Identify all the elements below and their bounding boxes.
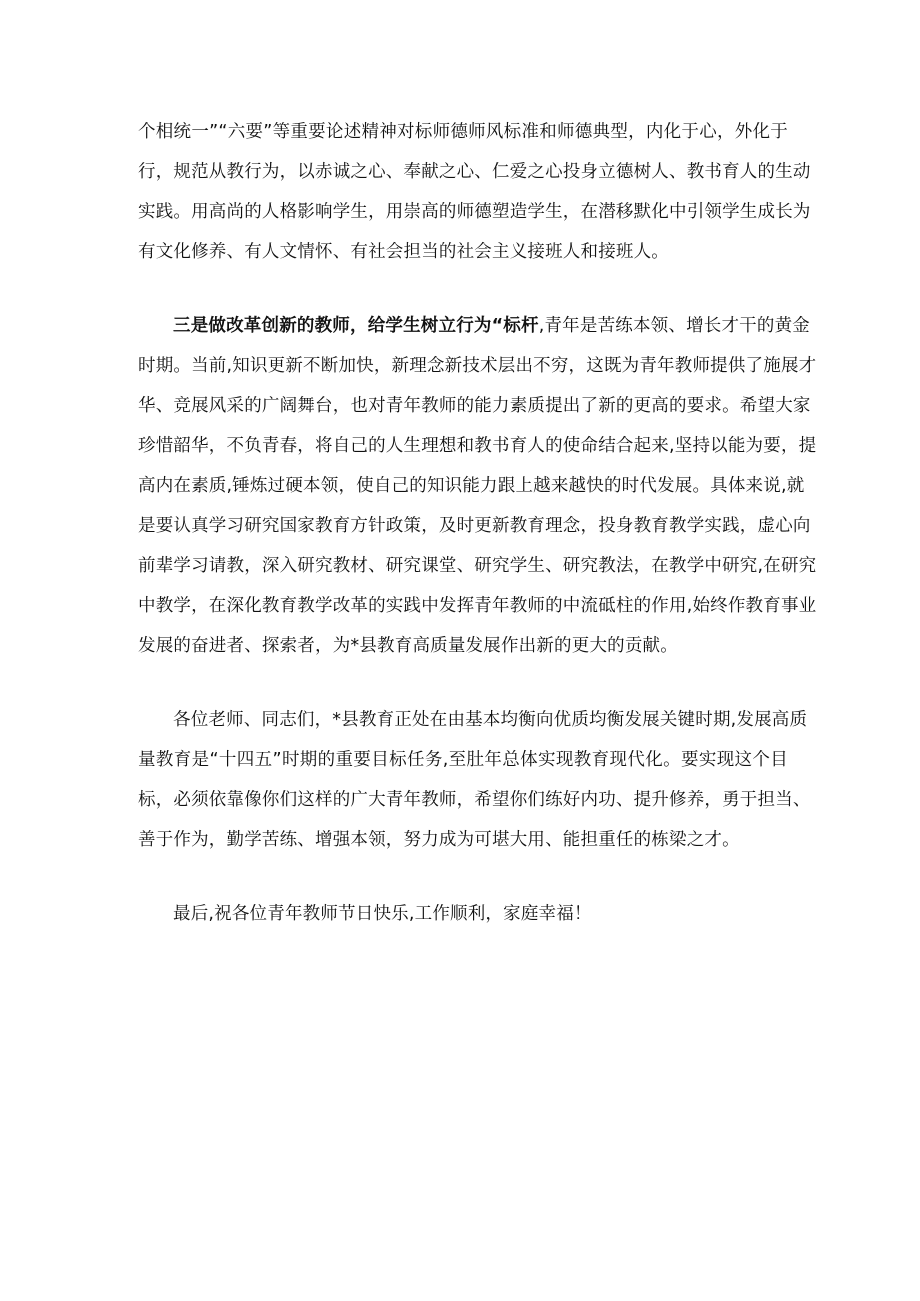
text-line: 个相统一”“六要”等重要论述精神对标师德师风标准和师德典型，内化于心，外化于 — [138, 122, 788, 142]
text-line: 珍惜韶华，不负青春，将自己的人生理想和教书育人的使命结合起来,坚持以能为要，提 — [138, 436, 817, 456]
text-line: 实践。用高尚的人格影响学生，用崇高的师德塑造学生，在潜移默化中引领学生成长为 — [138, 202, 811, 222]
text-line: 华、竞展风采的广阔舞台，也对青年教师的能力素质提出了新的更高的要求。希望大家 — [138, 396, 811, 416]
text-line: 各位老师、同志们，*县教育正处在由基本均衡向优质均衡发展关键时期,发展高质 — [173, 710, 808, 730]
text-run: ,青年是苦练本领、增长才干的黄金 — [538, 316, 810, 336]
text-line: 高内在素质,锤炼过硬本领，使自己的知识能力跟上越来越快的时代发展。具体来说,就 — [138, 476, 805, 496]
text-line: 标，必须依靠像你们这样的广大青年教师，希望你们练好内功、提升修养，勇于担当、 — [138, 790, 811, 810]
text-line: 是要认真学习研究国家教育方针政策，及时更新教育理念，投身教育教学实践，虚心向 — [138, 516, 811, 536]
text-line: 善于作为，勤学苦练、增强本领，努力成为可堪大用、能担重任的栋梁之才。 — [138, 830, 740, 850]
paragraph-1 — [138, 112, 811, 272]
text-line: 最后,祝各位青年教师节日快乐,工作顺利，家庭幸福！ — [173, 904, 592, 924]
paragraph-spacer — [138, 860, 788, 894]
paragraph-4 — [138, 894, 788, 934]
document-page — [138, 112, 817, 934]
section-heading: 三是做改革创新的教师，给学生树立行为“标杆 — [173, 316, 539, 336]
paragraph-3 — [138, 700, 811, 860]
paragraph-spacer — [138, 666, 788, 700]
text-line: 发展的奋进者、探索者，为*县教育高质量发展作出新的更大的贡献。 — [138, 636, 678, 656]
text-line: 时期。当前,知识更新不断加快，新理念新技术层出不穷，这既为青年教师提供了施展才 — [138, 356, 817, 376]
paragraph-2 — [138, 306, 817, 666]
text-line: 行，规范从教行为，以赤诚之心、奉献之心、仁爱之心投身立德树人、教书育人的生动 — [138, 162, 811, 182]
text-line: 中教学，在深化教育教学改革的实践中发挥青年教师的中流砥柱的作用,始终作教育事业 — [138, 596, 817, 616]
paragraph-spacer — [138, 272, 788, 306]
text-line — [138, 306, 810, 346]
text-line: 前辈学习请教，深入研究教材、研究课堂、研究学生、研究教法，在教学中研究,在研究 — [138, 556, 817, 576]
text-line: 有文化修养、有人文情怀、有社会担当的社会主义接班人和接班人。 — [138, 242, 669, 262]
text-line: 量教育是“十四五”时期的重要目标任务,至肚年总体实现教育现代化。要实现这个目 — [138, 750, 788, 770]
